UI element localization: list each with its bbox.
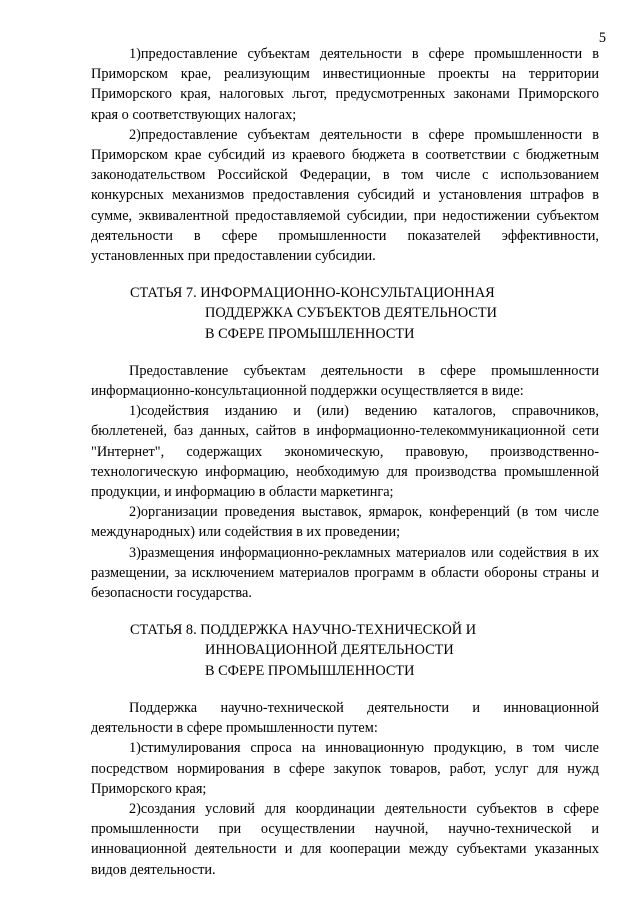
- page-number: 5: [598, 30, 606, 46]
- heading-line: В СФЕРЕ ПРОМЫШЛЕННОСТИ: [205, 325, 415, 342]
- article-8-heading: [91, 620, 599, 681]
- article-7-heading: [91, 283, 599, 344]
- paragraph: 1)предоставление субъектам деятельности в сфере промышленности в Приморском крае, реализующим инвестиционные проекты на территории Приморского края, налоговых льгот, предусмотренных законами Приморского края о соответствующих налогах;: [91, 46, 599, 123]
- paragraph: 2)создания условий для координации деятельности субъектов в сфере промышленности при осуществлении научной, научно-технической и инновационной деятельности и для кооперации между субъектами указанных видов деятельности.: [91, 800, 599, 878]
- heading-line: ИННОВАЦИОННОЙ ДЕЯТЕЛЬНОСТИ: [205, 642, 454, 659]
- paragraph: Предоставление субъектам деятельности в сфере промышленности информационно-консультационной поддержки осуществляется в виде:: [91, 362, 599, 400]
- heading-line: СТАТЬЯ 8. ПОДДЕРЖКА НАУЧНО-ТЕХНИЧЕСКОЙ И: [130, 622, 477, 639]
- heading-line: В СФЕРЕ ПРОМЫШЛЕННОСТИ: [205, 662, 415, 679]
- paragraph: 1)стимулирования спроса на инновационную продукцию, в том числе посредством нормирования в сфере закупок товаров, работ, услуг для нужд Приморского края;: [91, 740, 599, 797]
- paragraph: 2)организации проведения выставок, ярмарок, конференций (в том числе международных) или содействия в их проведении;: [91, 504, 599, 541]
- paragraph: 2)предоставление субъектам деятельности в сфере промышленности в Приморском крае субсидий из краевого бюджета в соответствии с бюджетным законодательством Российской Федерации, в том числе с использованием конкурсных механизмов предоставления субсидий и установления штрафов в сумме, эквивалентной предоставляемой субсидии, при недостижении субъектом деятельности в сфере промышленности показателей эффективности, установленных при предоставлении субсидии.: [91, 126, 599, 265]
- paragraph: Поддержка научно-технической деятельности и инновационной деятельности в сфере промышленности путем:: [91, 699, 599, 737]
- heading-line: ПОДДЕРЖКА СУБЪЕКТОВ ДЕЯТЕЛЬНОСТИ: [205, 305, 497, 322]
- document-body: [91, 44, 599, 880]
- paragraph: 3)размещения информационно-рекламных материалов или содействия в их размещении, за исключением материалов программ в области обороны страны и безопасности государства.: [91, 544, 599, 602]
- paragraph: 1)содействия изданию и (или) ведению каталогов, справочников, бюллетеней, баз данных, сайтов в информационно-телекоммуникационной сети "Интернет", содержащих экономическую, правовую, производственно-технологическую информацию, необходимую для производства промышленной продукции, и информацию в области маркетинга;: [91, 403, 599, 501]
- heading-line: СТАТЬЯ 7. ИНФОРМАЦИОННО-КОНСУЛЬТАЦИОННАЯ: [130, 285, 495, 302]
